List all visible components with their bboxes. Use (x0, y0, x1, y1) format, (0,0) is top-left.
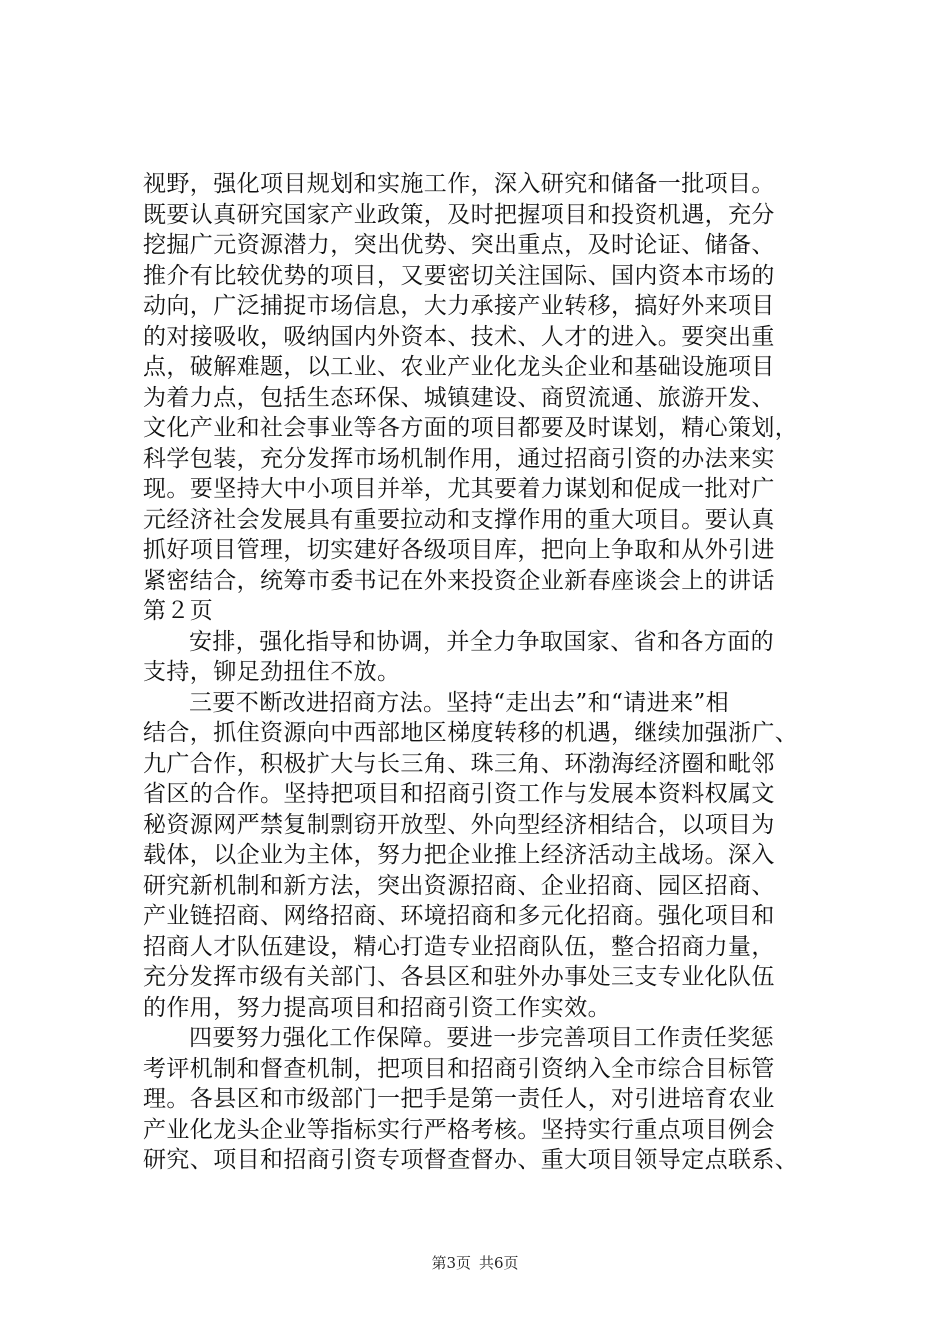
page-number: 第3页 (431, 1254, 471, 1272)
text-line: 考评机制和督查机制，把项目和招商引资纳入全市综合目标管 (143, 1055, 775, 1082)
text-line: 招商人才队伍建设，精心打造专业招商队伍，整合招商力量， (143, 933, 775, 960)
text-line: 现。要坚持大中小项目并举，尤其要着力谋划和促成一批对广 (143, 476, 775, 502)
document-body (143, 169, 843, 1176)
text-line: 既要认真研究国家产业政策，及时把握项目和投资机遇，充分 (143, 201, 775, 228)
text-line: 安排，强化指导和协调，并全力争取国家、省和各方面的 (189, 628, 774, 655)
page-footer (0, 1252, 950, 1273)
text-line: 文化产业和社会事业等各方面的项目都要及时谋划，精心策划， (143, 415, 799, 441)
text-line: 产业化龙头企业等指标实行严格考核。坚持实行重点项目例会 (143, 1116, 775, 1143)
text-line: 推介有比较优势的项目，又要密切关注国际、国内资本市场的 (143, 262, 775, 289)
text-line: 支持，铆足劲扭住不放。 (143, 659, 401, 685)
text-line: 载体，以企业为主体，努力把企业推上经济活动主战场。深入 (143, 842, 775, 868)
text-line: 产业链招商、网络招商、环境招商和多元化招商。强化项目和 (143, 903, 775, 929)
text-line: 结合，抓住资源向中西部地区梯度转移的机遇，继续加强浙广、 (143, 720, 799, 746)
text-line: 研究、项目和招商引资专项督查督办、重大项目领导定点联系、 (143, 1147, 799, 1173)
inline-page-marker: 第２页 (143, 598, 214, 624)
text-line: 省区的合作。坚持把项目和招商引资工作与发展本资料权属文 (143, 781, 775, 807)
text-line: 点，破解难题，以工业、农业产业化龙头企业和基础设施项目 (143, 354, 775, 380)
text-line: 的作用，努力提高项目和招商引资工作实效。 (143, 994, 611, 1021)
text-line: 的对接吸收，吸纳国内外资本、技术、人才的进入。要突出重 (143, 323, 775, 350)
text-line: 紧密结合，统筹市委书记在外来投资企业新春座谈会上的讲话 (143, 567, 775, 594)
text-line: 挖掘广元资源潜力，突出优势、突出重点，及时论证、储备、 (143, 232, 775, 258)
text-line: 动向，广泛捕捉市场信息，大力承接产业转移，搞好外来项目 (143, 293, 775, 319)
text-line: 视野，强化项目规划和实施工作，深入研究和储备一批项目。 (143, 171, 775, 197)
text-line: 九广合作，积极扩大与长三角、珠三角、环渤海经济圈和毗邻 (143, 750, 775, 777)
text-line: 秘资源网严禁复制剽窃开放型、外向型经济相结合，以项目为 (143, 811, 775, 838)
text-line: 元经济社会发展具有重要拉动和支撑作用的重大项目。要认真 (143, 506, 775, 533)
text-line: 为着力点，包括生态环保、城镇建设、商贸流通、旅游开发、 (143, 384, 775, 411)
text-line: 抓好项目管理，切实建好各级项目库，把向上争取和从外引进 (143, 537, 775, 563)
text-line: 研究新机制和新方法，突出资源招商、企业招商、园区招商、 (143, 872, 775, 899)
text-line: 科学包装，充分发挥市场机制作用，通过招商引资的办法来实 (143, 445, 775, 472)
text-line: 三要不断改进招商方法。坚持“走出去”和“请进来”相 (189, 689, 730, 716)
text-line: 充分发挥市级有关部门、各县区和驻外办事处三支专业化队伍 (143, 964, 775, 990)
text-line: 理。各县区和市级部门一把手是第一责任人，对引进培育农业 (143, 1086, 775, 1112)
text-line: 四要努力强化工作保障。要进一步完善项目工作责任奖惩 (189, 1025, 774, 1051)
page-total: 共6页 (479, 1254, 519, 1272)
